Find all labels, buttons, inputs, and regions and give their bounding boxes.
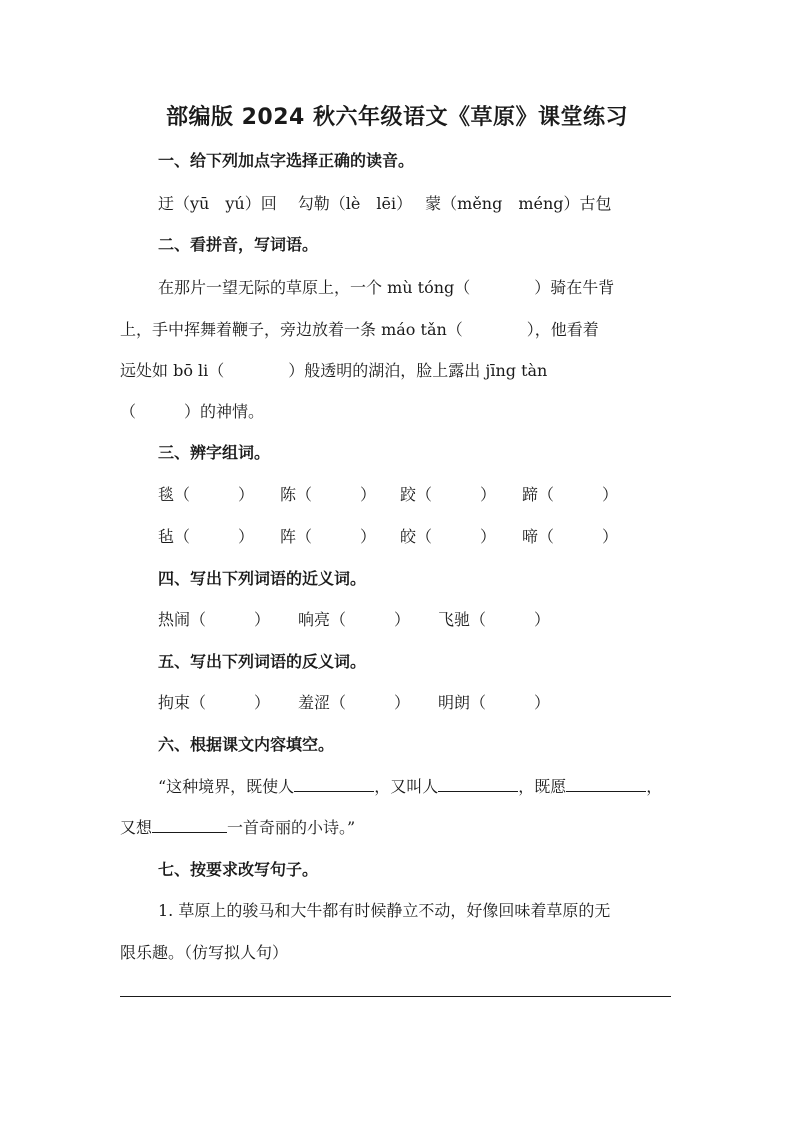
antonym-item: 羞涩（ ） [298, 693, 411, 712]
blank-line[interactable] [438, 777, 518, 792]
word-pair-cell: 阵（ ） [280, 527, 377, 546]
section-1-heading: 一、给下列加点字选择正确的读音。 [158, 151, 415, 170]
fill-text: 又想 [120, 818, 153, 837]
synonym-item: 热闹（ ） [158, 610, 271, 629]
section-2-line-1: 在那片一望无际的草原上，一个 mù tóng（ ）骑在牛背 [158, 278, 615, 297]
word-pair-cell: 啼（ ） [522, 527, 619, 546]
fill-text: ，既愿 [518, 777, 567, 796]
fill-blank-line-1 [158, 774, 662, 797]
page-title: 部编版 2024 秋六年级语文《草原》课堂练习 [165, 105, 629, 130]
fill-blank-line-2 [120, 815, 355, 838]
rewrite-line-1: 1. 草原上的骏马和大牛都有时候静立不动，好像回味着草原的无 [158, 901, 611, 920]
blank-line[interactable] [294, 777, 374, 792]
section-2-line-3: 远处如 bō li（ ）般透明的湖泊，脸上露出 jīng tàn [120, 361, 548, 380]
word-pair-cell: 跤（ ） [400, 485, 497, 504]
section-6-heading: 六、根据课文内容填空。 [158, 735, 335, 754]
word-pair-cell: 蹄（ ） [522, 485, 619, 504]
word-pair-cell: 陈（ ） [280, 485, 377, 504]
section-2-line-4: （ ）的神情。 [120, 402, 265, 421]
synonym-item: 飞驰（ ） [438, 610, 551, 629]
word-pair-cell: 毯（ ） [158, 485, 255, 504]
fill-text: ， [646, 777, 663, 796]
synonym-item: 响亮（ ） [298, 610, 411, 629]
answer-line[interactable] [120, 996, 671, 997]
fill-text: “这种境界，既使人 [158, 777, 295, 796]
section-5-heading: 五、写出下列词语的反义词。 [158, 652, 367, 671]
section-3-heading: 三、辨字组词。 [158, 443, 271, 462]
fill-text: ，又叫人 [374, 777, 439, 796]
section-2-heading: 二、看拼音，写词语。 [158, 235, 319, 254]
section-4-heading: 四、写出下列词语的近义词。 [158, 569, 367, 588]
section-1-line: 迂（yū yú）回 勾勒（lè lēi） 蒙（měng méng）古包 [158, 194, 612, 213]
word-pair-cell: 皎（ ） [400, 527, 497, 546]
section-7-heading: 七、按要求改写句子。 [158, 860, 319, 879]
rewrite-line-2: 限乐趣。（仿写拟人句） [120, 943, 289, 962]
antonym-item: 拘束（ ） [158, 693, 271, 712]
section-2-line-2: 上，手中挥舞着鞭子，旁边放着一条 máo tǎn（ ），他看着 [120, 320, 599, 339]
blank-line[interactable] [566, 777, 646, 792]
antonym-item: 明朗（ ） [438, 693, 551, 712]
blank-line[interactable] [152, 818, 227, 833]
fill-text: 一首奇丽的小诗。” [227, 818, 356, 837]
word-pair-cell: 毡（ ） [158, 527, 255, 546]
